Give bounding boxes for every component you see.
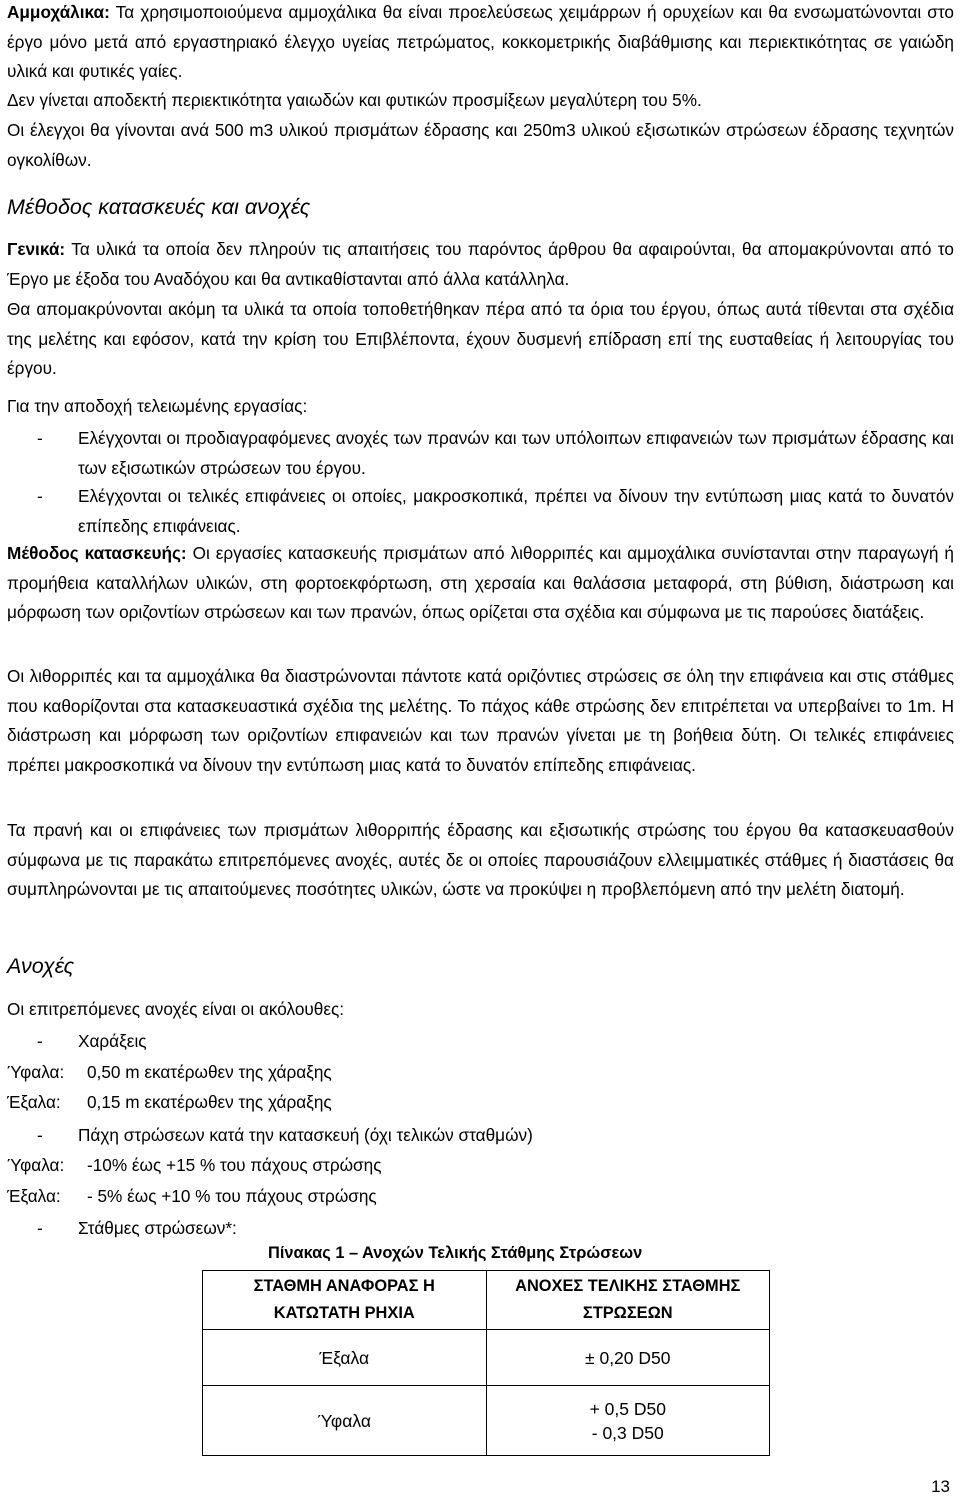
- tests-text: Οι έλεγχοι θα γίνονται ανά 500 m3 υλικού πρισμάτων έδρασης και 250m3 υλικού εξισωτικών στρώσεων έδρασης τεχνητών ογκολίθων.: [7, 120, 954, 170]
- ammochalika-text: Τα χρησιμοποιούμενα αμμοχάλικα θα είναι προελεύσεως χειμάρρων ή ορυχείων και θα ενσωματώνονται στο έργο μόνο μετά από εργαστηριακό έλεγχο υγείας πετρώματος, κοκκομετρικής διαβάθμισης και περιεκτικότητας σε γαιώδη υλικά και φυτικές γαίες.: [7, 2, 954, 81]
- paragraph-layering: [7, 662, 954, 780]
- paragraph-soil-limit: [7, 86, 954, 116]
- tolerance-label: Ύφαλα:: [7, 1155, 65, 1175]
- table-header-cell: [486, 1271, 770, 1330]
- list-item-text: Πάχη στρώσεων κατά την κατασκευή (όχι τελικών σταθμών): [78, 1125, 533, 1145]
- list-item-text: Ελέγχονται οι τελικές επιφάνειες οι οποίες, μακροσκοπικά, πρέπει να δίνουν την εντύπωση μιας κατά το δυνατόν επίπεδης επιφάνειας.: [78, 486, 954, 536]
- tolerance-table: [202, 1270, 770, 1456]
- table-header-row: [203, 1271, 770, 1330]
- paragraph-removal: [7, 295, 954, 384]
- tolerance-label: Έξαλα:: [7, 1092, 61, 1112]
- tolerance-label: Έξαλα:: [7, 1186, 61, 1206]
- paragraph-slopes: [7, 816, 954, 905]
- tolerance-value: 0,50 m εκατέρωθεν της χάραξης: [87, 1062, 332, 1082]
- tolerance-value: - 5% έως +10 % του πάχους στρώσης: [87, 1186, 377, 1206]
- tolerances-intro-text: Οι επιτρεπόμενες ανοχές είναι οι ακόλουθες:: [7, 999, 345, 1019]
- table-caption: Πίνακας 1 – Ανοχών Τελικής Στάθμης Στρώσεων: [268, 1244, 643, 1262]
- table-cell: Ύφαλα: [203, 1386, 487, 1456]
- paragraph-tests: [7, 116, 954, 175]
- paragraph-acceptance: [7, 392, 954, 422]
- header-text: ΣΤΡΩΣΕΩΝ: [582, 1304, 673, 1322]
- list-dash: -: [37, 428, 43, 448]
- list-dash: -: [37, 1125, 43, 1145]
- paragraph-general: [7, 235, 954, 294]
- slopes-text: Τα πρανή και οι επιφάνειες των πρισμάτων λιθορριπής έδρασης και εξισωτικής στρώσης του έργου θα κατασκευασθούν σύμφωνα με τις παρακάτω επιτρεπόμενες ανοχές, αυτές δε οι οποίες παρουσιάζουν ελλειμματικές στάθμες ή διαστάσεις θα συμπληρώνονται με τις απαιτούμενες ποσότητες υλικών, ώστε να προκύψει η προβλεπόμενη από την μελέτη διατομή.: [7, 820, 954, 899]
- list-dash: -: [37, 1218, 43, 1238]
- table-cell: Έξαλα: [203, 1330, 487, 1386]
- cell-text: + 0,5 D50: [589, 1398, 666, 1419]
- tolerance-row: [7, 1181, 377, 1211]
- section-heading-tolerances: Ανοχές: [7, 954, 75, 978]
- table-cell: ± 0,20 D50: [486, 1330, 770, 1386]
- general-text: Τα υλικά τα οποία δεν πληρούν τις απαιτήσεις του παρόντος άρθρου θα αφαιρούνται, θα απομακρύνονται από το Έργο με έξοδα του Αναδόχου και θα αντικαθίστανται από άλλα κατάλληλα.: [7, 239, 954, 289]
- list-item-text: Χαράξεις: [78, 1031, 147, 1051]
- table-row: [203, 1330, 770, 1386]
- list-item-text: Στάθμες στρώσεων*:: [78, 1218, 237, 1238]
- list-item-text: Ελέγχονται οι προδιαγραφόμενες ανοχές των πρανών και των υπόλοιπων επιφανειών των πρισμάτων έδρασης και των εξισωτικών στρώσεων του έργου.: [78, 428, 954, 478]
- layering-text: Οι λιθορριπές και τα αμμοχάλικα θα διαστρώνονται πάντοτε κατά οριζόντιες στρώσεις σε όλη την επιφάνεια και στις στάθμες που καθορίζονται στα κατασκευαστικά σχέδια της μελέτης. Το πάχος κάθε στρώσης δεν επιτρέπεται να υπερβαίνει το 1m. Η διάστρωση και μόρφωση των οριζοντίων επιφανειών και των πρανών γίνεται με τη βοήθεια δύτη. Οι τελικές επιφάνειες πρέπει μακροσκοπικά να δίνουν την εντύπωση μιας κατά το δυνατόν επίπεδης επιφάνειας.: [7, 666, 954, 775]
- list-item-thickness: [7, 1120, 954, 1150]
- tolerance-row: [7, 1087, 332, 1117]
- paragraph-ammochalika: [7, 0, 954, 87]
- header-text: ΚΑΤΩΤΑΤΗ ΡΗΧΙΑ: [273, 1304, 415, 1322]
- acceptance-text: Για την αποδοχή τελειωμένης εργασίας:: [7, 396, 308, 416]
- list-item-alignments: [7, 1026, 954, 1056]
- tolerance-row: [7, 1150, 381, 1180]
- table-cell: [486, 1386, 770, 1456]
- list-item: [7, 481, 954, 541]
- soil-limit-text: Δεν γίνεται αποδεκτή περιεκτικότητα γαιωδών και φυτικών προσμίξεων μεγαλύτερη του 5%.: [7, 90, 702, 110]
- header-text: ΑΝΟΧΕΣ ΤΕΛΙΚΗΣ ΣΤΑΘΜΗΣ: [515, 1277, 741, 1295]
- construction-method-label: Μέθοδος κατασκευής:: [7, 543, 187, 563]
- table-row: [203, 1386, 770, 1456]
- tolerance-value: -10% έως +15 % του πάχους στρώσης: [87, 1155, 382, 1175]
- general-label: Γενικά:: [7, 239, 66, 259]
- cell-text: - 0,3 D50: [591, 1422, 664, 1443]
- tolerance-row: [7, 1057, 332, 1087]
- list-item-levels: [7, 1213, 954, 1243]
- paragraph-construction-method: [7, 539, 954, 628]
- section-heading-method-tolerances: Μέθοδος κατασκευές και ανοχές: [7, 195, 311, 219]
- construction-method-text: Οι εργασίες κατασκευής πρισμάτων από λιθορριπές και αμμοχάλικα συνίστανται στην παραγωγή ή προμήθεια καταλλήλων υλικών, στη φορτοεκφόρτωση, στη χερσαία και θαλάσσια μεταφορά, στη βύθιση, διάστρωση και μόρφωση των οριζοντίων στρώσεων και των πρανών, όπως ορίζεται στα σχέδια και σύμφωνα με τις παρούσες διατάξεις.: [7, 543, 954, 622]
- tolerance-value: 0,15 m εκατέρωθεν της χάραξης: [87, 1092, 332, 1112]
- removal-text: Θα απομακρύνονται ακόμη τα υλικά τα οποία τοποθετήθηκαν πέρα από τα όρια του έργου, όπως αυτά τίθενται στα σχέδια της μελέτης και εφόσον, κατά την κρίση του Επιβλέποντα, έχουν δυσμενή επίδραση επί της ευσταθείας ή λειτουργίας του έργου.: [7, 299, 954, 378]
- list-dash: -: [37, 1031, 43, 1051]
- page-number: 13: [931, 1477, 950, 1496]
- list-item: [7, 423, 954, 483]
- tolerance-label: Ύφαλα:: [7, 1062, 65, 1082]
- ammochalika-label: Αμμοχάλικα:: [7, 2, 110, 22]
- table-header-cell: [203, 1271, 487, 1330]
- list-dash: -: [37, 486, 43, 506]
- paragraph-tolerances-intro: [7, 995, 954, 1025]
- header-text: ΣΤΑΘΜΗ ΑΝΑΦΟΡΑΣ Η: [253, 1277, 435, 1295]
